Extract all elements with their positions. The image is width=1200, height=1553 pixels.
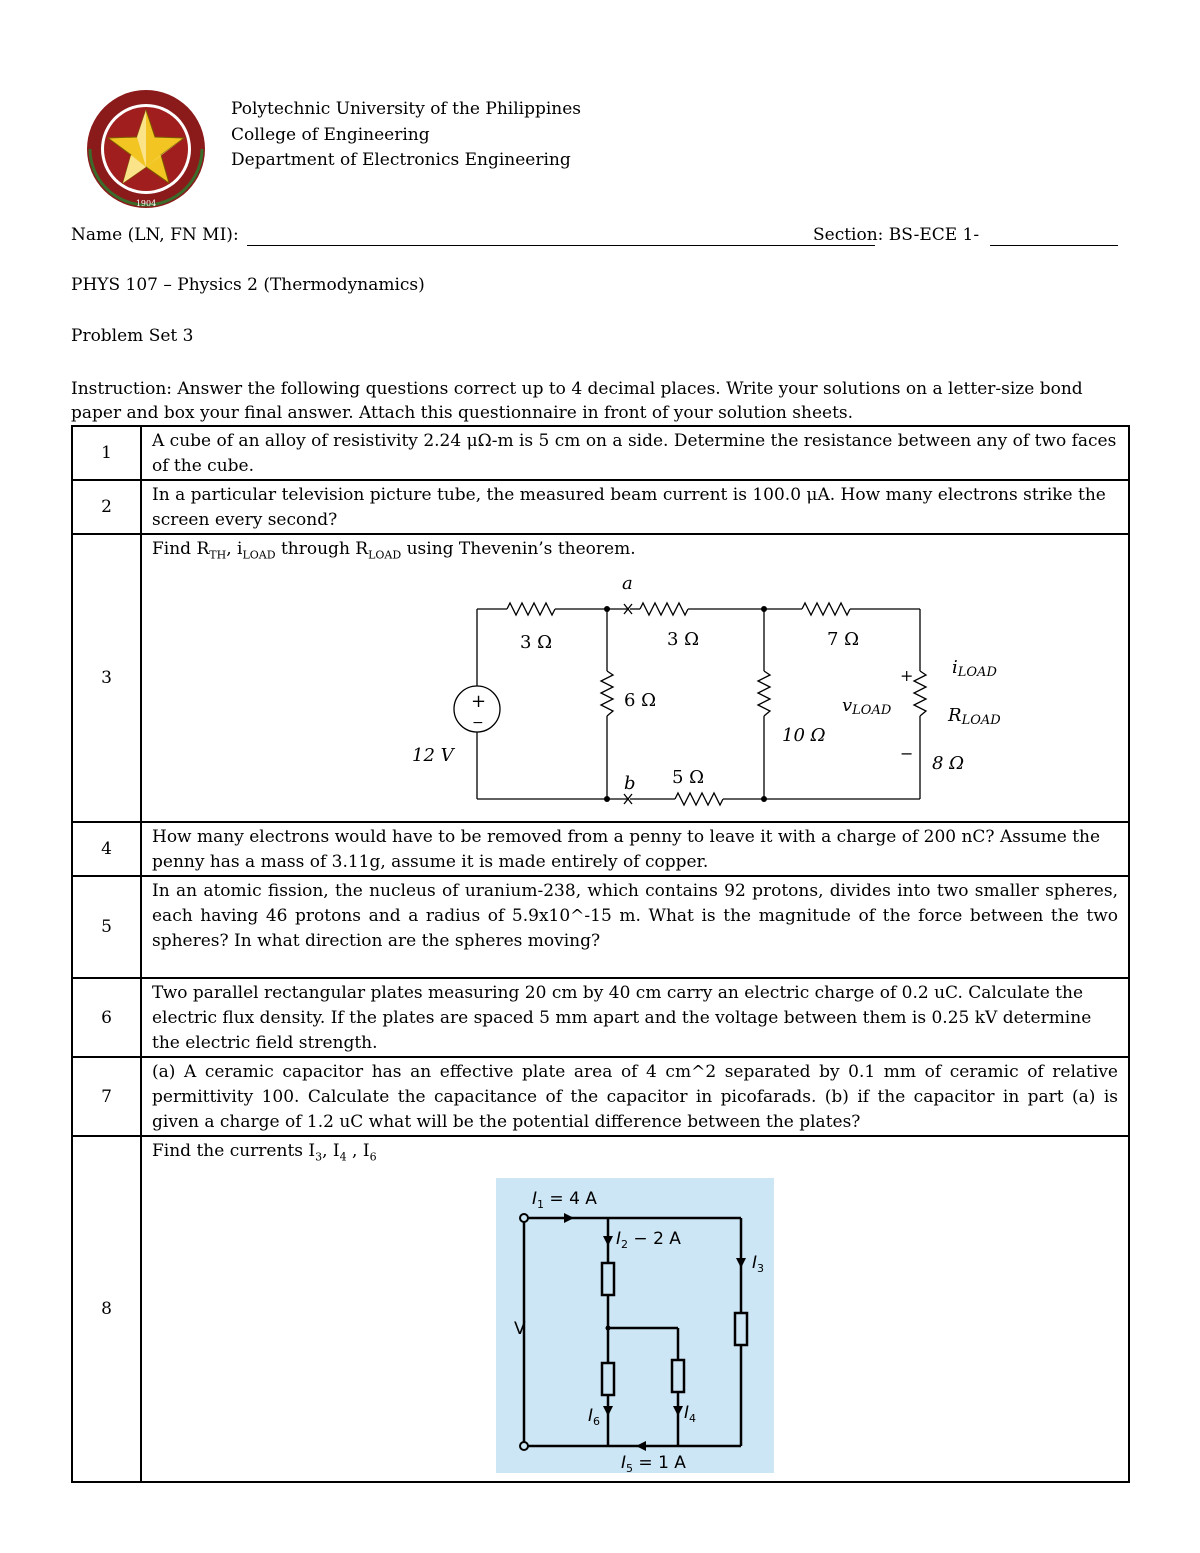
question-text: How many electrons would have to be removed from a penny to leave it with a charge of 200 nC? Assume the penny has a mass of 3.11g, assume it is made entirely of copper. xyxy=(141,822,1129,876)
header-block xyxy=(231,97,581,174)
question-number: 8 xyxy=(72,1136,141,1482)
question-cell xyxy=(141,1136,1129,1482)
r3-label: 7 Ω xyxy=(827,629,860,651)
table-row xyxy=(72,822,1129,876)
r6-label: 10 Ω xyxy=(782,725,826,747)
question-text: Find $R_{TH}$, $i_{LOAD}$ through $R_{LOAD}$ using Thevenin’s theorem. xyxy=(152,539,636,562)
i-load-label: iLOAD xyxy=(952,657,997,681)
question-number: 5 xyxy=(72,876,141,978)
question-number: 7 xyxy=(72,1057,141,1136)
question-text: In a particular television picture tube, the measured beam current is 100.0 μA. How many electrons strike the screen every second? xyxy=(141,480,1129,534)
r4-label: 6 Ω xyxy=(624,690,657,712)
question-number: 4 xyxy=(72,822,141,876)
r7-label: 8 Ω xyxy=(932,753,965,775)
table-row xyxy=(72,534,1129,822)
minus-sign: − xyxy=(472,715,484,732)
question-number: 6 xyxy=(72,978,141,1057)
r-load-label: RLOAD xyxy=(948,705,1001,729)
name-label: Name (LN, FN MI): xyxy=(71,225,239,245)
node-a-label: a xyxy=(622,573,633,595)
r2-label: 3 Ω xyxy=(667,629,700,651)
table-row xyxy=(72,426,1129,480)
question-text: A cube of an alloy of resistivity 2.24 μΩ-m is 5 cm on a side. Determine the resistance between any of two faces of the cube. xyxy=(141,426,1129,480)
table-row xyxy=(72,1057,1129,1136)
current-divider-diagram xyxy=(496,1178,774,1473)
i5-label: $I_5 = 1$ A xyxy=(621,1453,686,1474)
i6-label: $I_6$ xyxy=(588,1406,601,1429)
question-number: 1 xyxy=(72,426,141,480)
question-text: In an atomic fission, the nucleus of uranium-238, which contains 92 protons, divides into two smaller spheres, each having 46 protons and a radius of 5.9x10^-15 m. What is the magnitude of the force between the two spheres? In what direction are the spheres moving? xyxy=(141,876,1129,978)
voltage-label: V xyxy=(514,1319,526,1340)
questions-table xyxy=(71,425,1130,1483)
section-label: Section: BS-ECE 1- xyxy=(813,225,980,245)
i2-label: $I_2 - 2$ A xyxy=(616,1229,681,1252)
seal-year: 1904 xyxy=(135,199,157,208)
source-label: 12 V xyxy=(412,745,454,767)
thevenin-circuit-diagram xyxy=(312,561,1112,811)
question-text: Find the currents $I_3$, $I_4$ , $I_6$ xyxy=(152,1141,377,1164)
plus-sign: + xyxy=(471,691,487,713)
i3-label: $I_3$ xyxy=(752,1253,765,1276)
r5-label: 5 Ω xyxy=(672,767,705,789)
instruction-text: Instruction: Answer the following questions correct up to 4 decimal places. Write your solutions on a letter-size bond paper and box your final answer. Attach this questionnaire in front of your solution sheets. xyxy=(71,379,1083,423)
question-number: 3 xyxy=(72,534,141,822)
university-name: Polytechnic University of the Philippines xyxy=(231,99,582,119)
r1-label: 3 Ω xyxy=(520,632,553,654)
load-plus: + xyxy=(900,666,914,686)
table-row xyxy=(72,978,1129,1057)
problem-set-title: Problem Set 3 xyxy=(71,326,194,346)
course-title: PHYS 107 – Physics 2 (Thermodynamics) xyxy=(71,275,425,295)
diagram-background xyxy=(496,1178,774,1473)
node-b-label: b xyxy=(624,773,636,795)
department-name: Department of Electronics Engineering xyxy=(231,150,571,170)
name-section-row xyxy=(71,225,1121,251)
question-text: (a) A ceramic capacitor has an effective plate area of 4 cm^2 separated by 0.1 mm of ceramic of relative permittivity 100. Calculate the capacitance of the capacitor in picofarads. (b) if the capacitor in part (a) is given a charge of 1.2 uC what will be the potential difference between the plates? xyxy=(141,1057,1129,1136)
load-minus: − xyxy=(900,744,914,764)
table-row xyxy=(72,480,1129,534)
university-seal-logo xyxy=(76,88,216,210)
name-input-line[interactable] xyxy=(247,245,875,246)
question-number: 2 xyxy=(72,480,141,534)
question-cell xyxy=(141,534,1129,822)
table-row xyxy=(72,876,1129,978)
i4-label: $I_4$ xyxy=(684,1403,697,1426)
v-load-label: vLOAD xyxy=(842,695,892,719)
i1-label: $I_1 = 4$ A xyxy=(532,1189,597,1212)
section-input-line[interactable] xyxy=(990,245,1118,246)
college-name: College of Engineering xyxy=(231,124,430,145)
question-text: Two parallel rectangular plates measuring 20 cm by 40 cm carry an electric charge of 0.2 uC. Calculate the electric flux density. If the plates are spaced 5 mm apart and the voltage between them is 0.25 kV determine the electric field strength. xyxy=(141,978,1129,1057)
table-row xyxy=(72,1136,1129,1482)
